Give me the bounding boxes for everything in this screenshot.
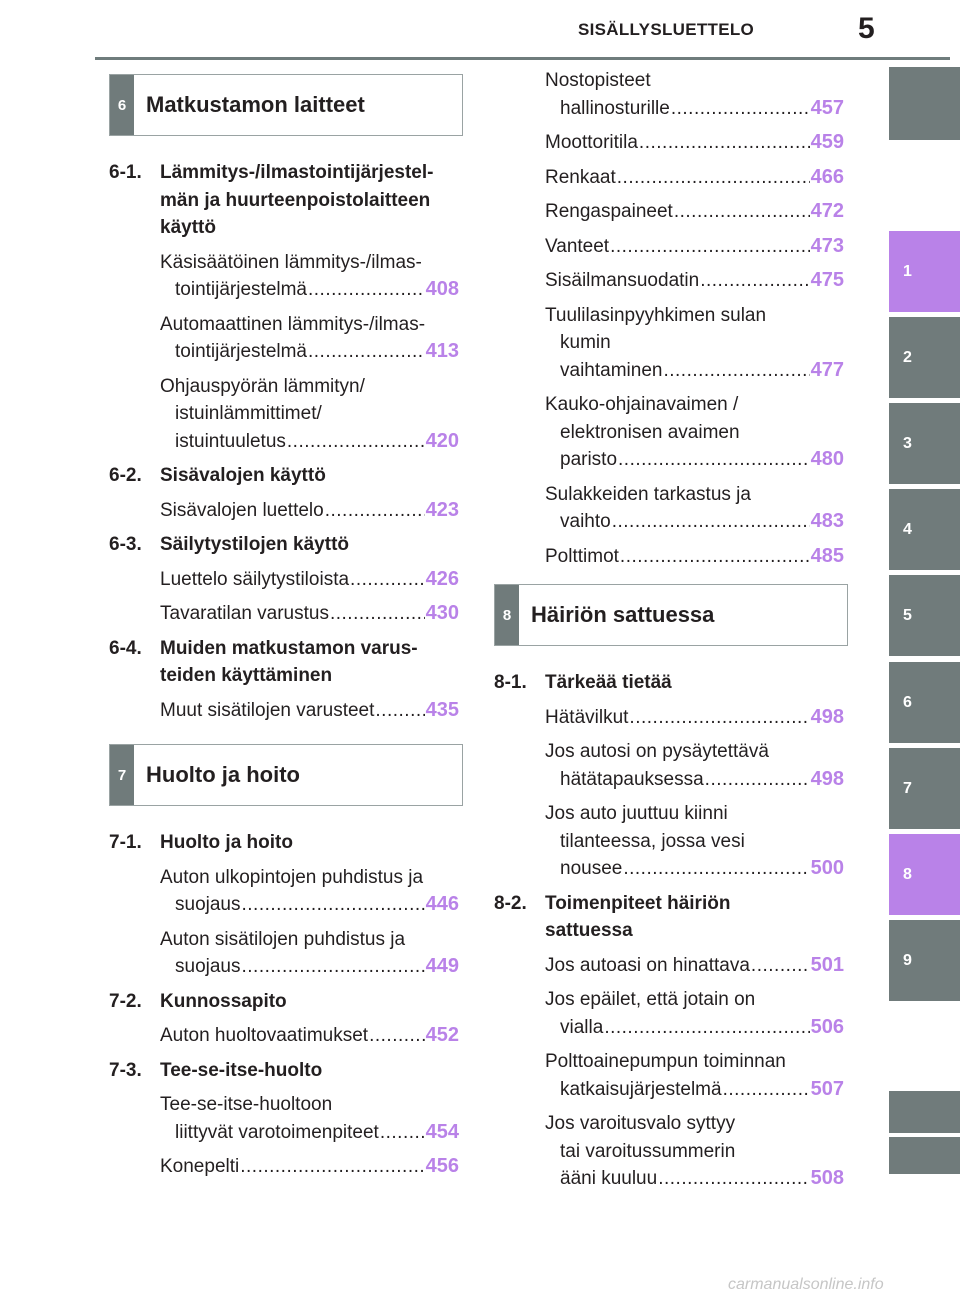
page-ref[interactable]: 408	[425, 278, 459, 300]
chapter-tab-index-a[interactable]	[889, 1091, 960, 1133]
toc-entry[interactable]: Auton huoltovaatimukset ..... 452	[160, 1022, 459, 1050]
toc-entry[interactable]: Kauko-ohjainavaimen / elektronisen avaimen paristo ..... 480	[545, 391, 844, 474]
page-number: 5	[858, 12, 875, 45]
chapter-tab-index-b[interactable]	[889, 1137, 960, 1174]
page-ref[interactable]: 426	[425, 567, 459, 590]
toc-entry[interactable]: Käsisäätöinen lämmitys-/ilmas- tointijärjestelmä ..... 408	[160, 249, 459, 304]
toc-entry[interactable]: Konepelti ..... 456	[160, 1153, 459, 1181]
chapter-tab-6[interactable]: 6	[889, 662, 960, 743]
subsection-8-2: 8-2. Toimenpiteet häiriön sattuessa	[494, 892, 731, 941]
chapter-tab-8[interactable]: 8	[889, 834, 960, 915]
toc-entry[interactable]: Tavaratilan varustus ..... 430	[160, 600, 459, 628]
page-ref[interactable]: 472	[810, 200, 844, 222]
toc-left-part2	[109, 822, 459, 1181]
toc-entry[interactable]: Sisäilmansuodatin ..... 475	[545, 267, 844, 295]
page-ref[interactable]: 446	[425, 893, 459, 915]
toc-entry[interactable]: Muut sisätilojen varusteet ..... 435	[160, 697, 459, 725]
subsection-6-4: 6-4. Muiden matkustamon varus- teiden käyttäminen	[109, 637, 418, 686]
page-ref[interactable]: 483	[810, 510, 844, 532]
page-ref[interactable]: 485	[810, 544, 844, 567]
section-number: 7	[110, 745, 134, 805]
subsection-8-1: 8-1. Tärkeää tietää	[494, 672, 672, 693]
subsection-7-3: 7-3. Tee-se-itse-huolto	[109, 1059, 323, 1081]
toc-entry[interactable]: Nostopisteet hallinosturille ..... 457	[545, 67, 844, 122]
page-ref[interactable]: 459	[810, 131, 844, 153]
toc-right-part2	[494, 662, 844, 1193]
page-ref[interactable]: 498	[810, 705, 844, 728]
chapter-tab-1[interactable]: 1	[889, 231, 960, 312]
section-title: Huolto ja hoito	[146, 762, 300, 787]
page-ref[interactable]: 501	[810, 953, 844, 976]
toc-entry[interactable]: Polttimot ..... 485	[545, 543, 844, 571]
section-title: Matkustamon laitteet	[146, 92, 365, 117]
page-ref[interactable]: 449	[425, 955, 459, 977]
toc-entry[interactable]: Jos auto juuttuu kiinni tilanteessa, jossa vesi nousee ..... 500	[545, 800, 844, 883]
page-ref[interactable]: 475	[810, 269, 844, 291]
page-ref[interactable]: 435	[425, 698, 459, 721]
page-ref[interactable]: 506	[810, 1015, 844, 1038]
chapter-tab-9[interactable]: 9	[889, 920, 960, 1001]
page-ref[interactable]: 508	[810, 1167, 844, 1189]
chapter-tab-3[interactable]: 3	[889, 403, 960, 484]
toc-entry[interactable]: Jos varoitusvalo syttyy tai varoitussummerin ääni kuuluu ..... 508	[545, 1110, 844, 1193]
toc-entry[interactable]: Jos autosi on pysäytettävä hätätapauksessa ..... 498	[545, 738, 844, 793]
toc-entry[interactable]: Ohjauspyörän lämmityn/ istuinlämmittimet/ istuintuuletus ..... 420	[160, 373, 459, 456]
page-ref[interactable]: 473	[810, 234, 844, 257]
toc-entry[interactable]: Auton ulkopintojen puhdistus ja suojaus ..... 446	[160, 864, 459, 919]
page-ref[interactable]: 457	[810, 96, 844, 119]
chapter-tab-5[interactable]: 5	[889, 575, 960, 656]
section-number: 8	[495, 585, 519, 645]
toc-entry[interactable]: Renkaat ..... 466	[545, 164, 844, 192]
page-ref[interactable]: 507	[810, 1077, 844, 1100]
toc-left-part1	[109, 152, 459, 724]
chapter-tab-blank-top[interactable]	[889, 67, 960, 140]
page-ref[interactable]: 420	[425, 429, 459, 452]
page-ref[interactable]: 466	[810, 165, 844, 188]
toc-entry[interactable]: Tee-se-itse-huoltoon liittyvät varotoimenpiteet ..... 454	[160, 1091, 459, 1146]
section-number: 6	[110, 75, 134, 135]
section-7-heading	[109, 744, 463, 806]
watermark: carmanualsonline.info	[728, 1276, 884, 1293]
toc-entry[interactable]: Sulakkeiden tarkastus ja vaihto ..... 483	[545, 481, 844, 536]
toc-entry[interactable]: Jos autoasi on hinattava ..... 501	[545, 952, 844, 980]
page-ref[interactable]: 452	[425, 1024, 459, 1046]
subsection-7-1: 7-1. Huolto ja hoito	[109, 832, 293, 853]
chapter-tab-4[interactable]: 4	[889, 489, 960, 570]
toc-entry[interactable]: Luettelo säilytystiloista ..... 426	[160, 566, 459, 594]
page-ref[interactable]: 454	[425, 1120, 459, 1143]
section-8-heading	[494, 584, 848, 646]
subsection-6-3: 6-3. Säilytystilojen käyttö	[109, 534, 350, 555]
toc-entry[interactable]: Tuulilasinpyyhkimen sulan kumin vaihtaminen ..... 477	[545, 302, 844, 385]
page-ref[interactable]: 500	[810, 857, 844, 879]
toc-entry[interactable]: Hätävilkut ..... 498	[545, 704, 844, 732]
page-ref[interactable]: 477	[810, 358, 844, 381]
chapter-tab-7[interactable]: 7	[889, 748, 960, 829]
section-6-heading	[109, 74, 463, 136]
page-ref[interactable]: 498	[810, 767, 844, 790]
subsection-6-2: 6-2. Sisävalojen käyttö	[109, 465, 326, 486]
page-ref[interactable]: 480	[810, 448, 844, 470]
subsection-7-2: 7-2. Kunnossapito	[109, 990, 287, 1012]
toc-entry[interactable]: Polttoainepumpun toiminnan katkaisujärjestelmä ..... 507	[545, 1048, 844, 1103]
header-title: SISÄLLYSLUETTELO	[578, 20, 755, 39]
toc-entry[interactable]: Vanteet ..... 473	[545, 233, 844, 261]
subsection-6-1: 6-1. Lämmitys-/ilmastointijärjestel- män ja huurteenpoistolaitteen käyttö	[109, 162, 434, 238]
toc-entry[interactable]: Auton sisätilojen puhdistus ja suojaus ..... 449	[160, 926, 459, 981]
toc-entry[interactable]: Sisävalojen luettelo ..... 423	[160, 497, 459, 525]
page-ref[interactable]: 413	[425, 340, 459, 362]
toc-entry[interactable]: Automaattinen lämmitys-/ilmas- tointijärjestelmä ..... 413	[160, 311, 459, 366]
page-ref[interactable]: 423	[425, 498, 459, 521]
toc-right-part1	[494, 60, 844, 570]
toc-entry[interactable]: Jos epäilet, että jotain on vialla ..... 506	[545, 986, 844, 1041]
toc-entry[interactable]: Moottoritila ..... 459	[545, 129, 844, 157]
section-title: Häiriön sattuessa	[531, 602, 715, 627]
page-ref[interactable]: 456	[425, 1155, 459, 1177]
page-ref[interactable]: 430	[425, 602, 459, 624]
chapter-tab-2[interactable]: 2	[889, 317, 960, 398]
toc-entry[interactable]: Rengaspaineet ..... 472	[545, 198, 844, 226]
